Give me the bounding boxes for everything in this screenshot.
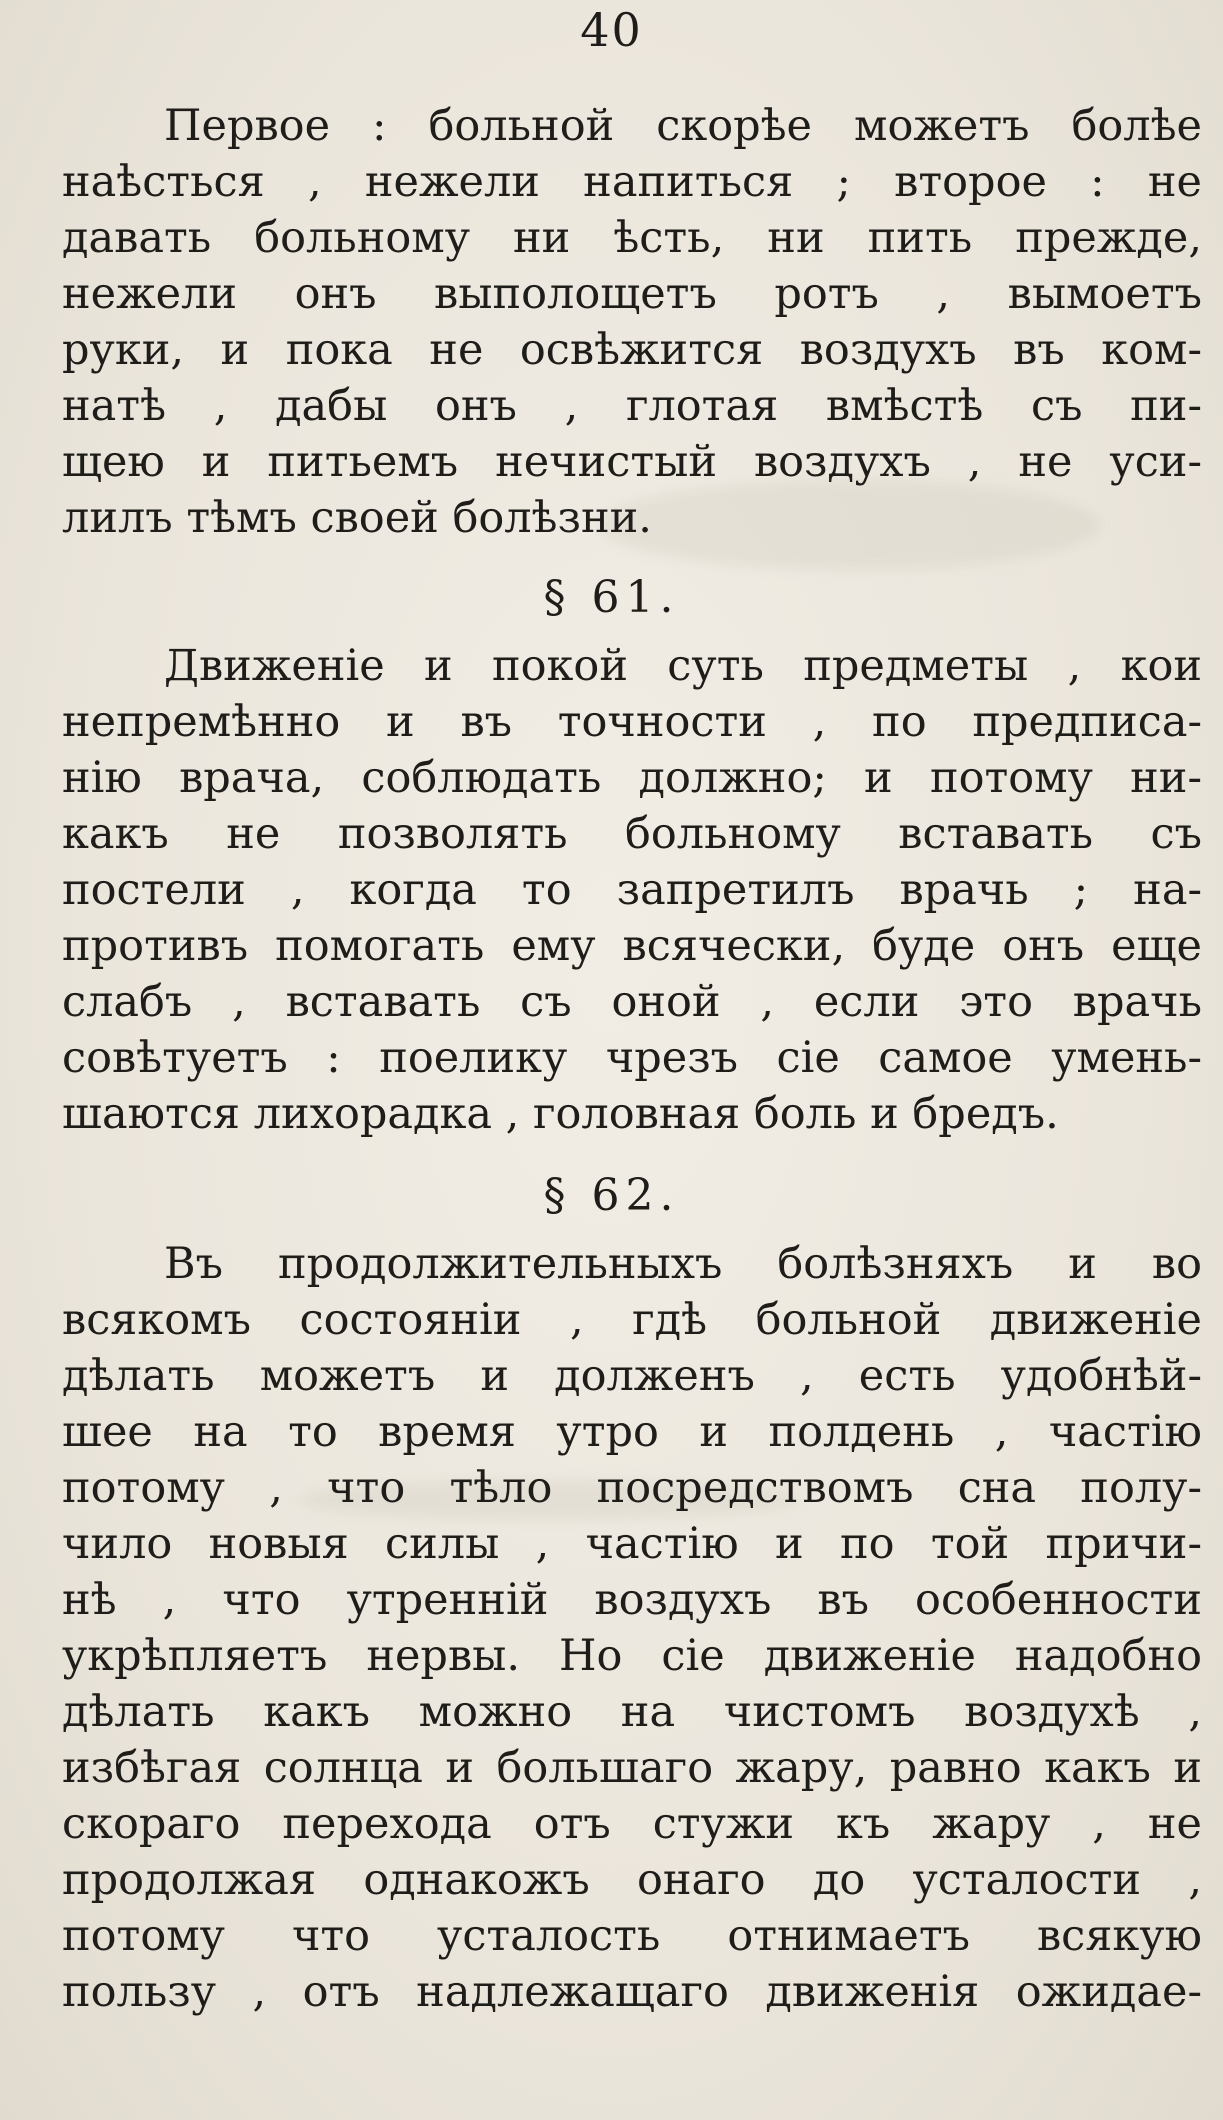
text-line: Въ продолжительныхъ болѣзняхъ и во [164, 1239, 1202, 1289]
text-line: Движенiе и покой суть предметы , кои [164, 641, 1202, 691]
text-line: лилъ тѣмъ своей болѣзни. [62, 493, 652, 543]
text-line: шаются лихорадка , головная боль и бредъ. [62, 1089, 1059, 1139]
text-line: чило новыя силы , частiю и по той причи- [62, 1519, 1202, 1569]
text-line: какъ не позволять больному вставать съ [62, 809, 1202, 859]
text-line: щею и питьемъ нечистый воздухъ , не уси- [62, 437, 1202, 487]
text-line: непремѣнно и въ точности , по предписа- [62, 697, 1202, 747]
text-line: наѣсться , нежели напиться ; второе : не [62, 157, 1202, 207]
text-line: потому что усталость отнимаетъ всякую [62, 1911, 1202, 1961]
text-line: всякомъ состоянiи , гдѣ больной движенiе [62, 1295, 1202, 1345]
text-line: скораго перехода отъ стужи къ жару , не [62, 1799, 1202, 1849]
text-line: дѣлать можетъ и долженъ , есть удобнѣй- [62, 1351, 1202, 1401]
section-heading: § 61. [543, 572, 680, 623]
page-number: 40 [580, 3, 643, 57]
text-line: нiю врача, соблюдать должно; и потому ни- [62, 753, 1202, 803]
text-line: дѣлать какъ можно на чистомъ воздухѣ , [62, 1687, 1202, 1737]
text-line: совѣтуетъ : поелику чрезъ сiе самое умень- [62, 1033, 1202, 1083]
text-line: потому , что тѣло посредствомъ сна полу- [62, 1463, 1202, 1513]
text-line: руки, и пока не освѣжится воздухъ въ ком- [62, 325, 1202, 375]
text-line: давать больному ни ѣсть, ни пить прежде, [62, 213, 1202, 263]
section-heading: § 62. [543, 1170, 680, 1221]
text-line: укрѣпляетъ нервы. Но сiе движенiе надобно [62, 1631, 1202, 1681]
text-line: нѣ , что утреннiй воздухъ въ особенности [62, 1575, 1202, 1625]
text-line: нежели онъ выполощетъ ротъ , вымоетъ [62, 269, 1202, 319]
text-line: слабъ , вставать съ оной , если это врачь [62, 977, 1202, 1027]
text-line: постели , когда то запретилъ врачь ; на- [62, 865, 1202, 915]
text-line: избѣгая солнца и большаго жару, равно какъ и [62, 1743, 1202, 1793]
text-line: пользу , отъ надлежащаго движенiя ожидае- [62, 1967, 1202, 2017]
text-line: шее на то время утро и полдень , частiю [62, 1407, 1202, 1457]
text-line: продолжая однакожъ онаго до усталости , [62, 1855, 1202, 1905]
text-line: натѣ , дабы онъ , глотая вмѣстѣ съ пи- [62, 381, 1202, 431]
text-line: противъ помогать ему всячески, буде онъ еще [62, 921, 1202, 971]
text-line: Первое : больной скорѣе можетъ болѣе [164, 101, 1202, 151]
